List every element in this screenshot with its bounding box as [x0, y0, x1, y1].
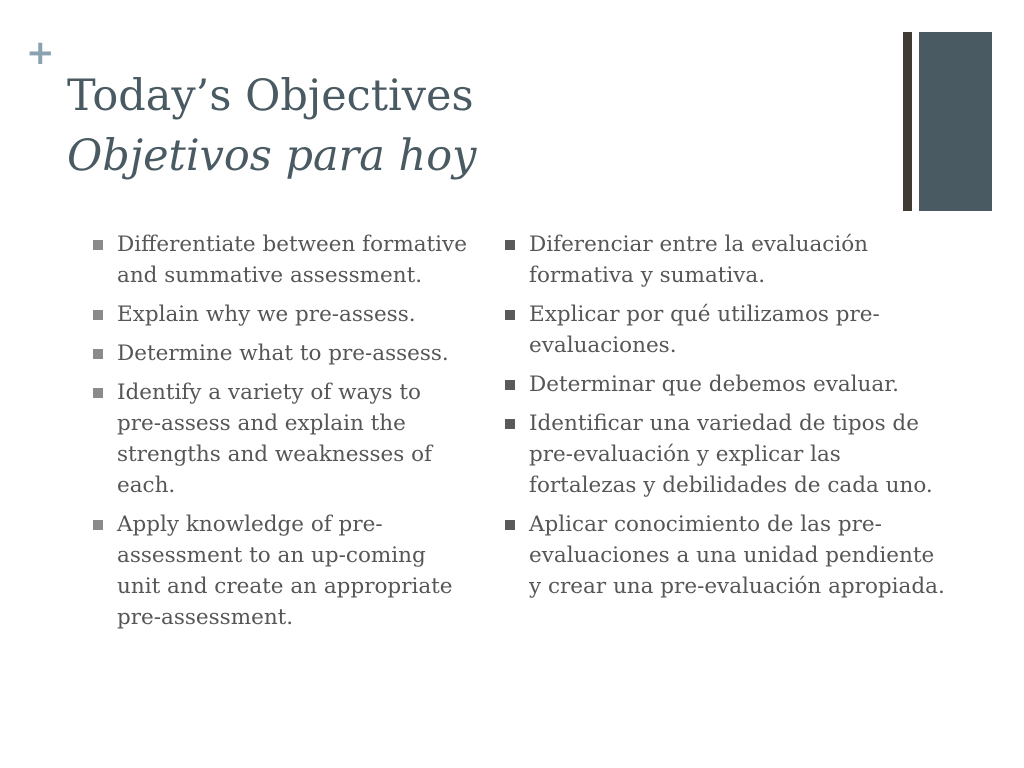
- list-item-text: Explain why we pre-assess.: [117, 302, 416, 327]
- list-item: [93, 299, 468, 330]
- list-item: [93, 229, 468, 291]
- list-item-text: Apply knowledge of pre-assessment to an up-coming unit and create an appropriate pre-assessment.: [117, 512, 453, 630]
- square-bullet-icon: [505, 310, 515, 320]
- list-item-text: Determine what to pre-assess.: [117, 341, 449, 366]
- title-spanish: Objetivos para hoy: [67, 131, 477, 181]
- title-english: Today’s Objectives: [67, 71, 474, 121]
- square-bullet-icon: [505, 419, 515, 429]
- list-item-text: Determinar que debemos evaluar.: [529, 372, 899, 397]
- accent-bar-thick: [919, 32, 992, 211]
- objectives-english: [93, 229, 468, 641]
- list-item: [505, 369, 945, 400]
- plus-mark: +: [26, 33, 55, 73]
- square-bullet-icon: [93, 240, 103, 250]
- square-bullet-icon: [93, 349, 103, 359]
- square-bullet-icon: [505, 520, 515, 530]
- slide-title: [67, 66, 476, 186]
- list-item: [93, 509, 468, 633]
- list-item: [505, 299, 945, 361]
- list-item: [93, 338, 468, 369]
- list-item-text: Explicar por qué utilizamos pre-evaluaciones.: [529, 302, 880, 358]
- list-item-text: Diferenciar entre la evaluación formativa y sumativa.: [529, 232, 869, 288]
- list-item-text: Differentiate between formative and summative assessment.: [117, 232, 467, 288]
- list-item: [505, 408, 945, 501]
- objectives-spanish: [505, 229, 945, 610]
- square-bullet-icon: [505, 380, 515, 390]
- square-bullet-icon: [93, 388, 103, 398]
- list-item: [505, 229, 945, 291]
- list-item-text: Aplicar conocimiento de las pre-evaluaciones a una unidad pendiente y crear una pre-evaluación apropiada.: [529, 512, 945, 599]
- square-bullet-icon: [93, 520, 103, 530]
- list-item: [505, 509, 945, 602]
- list-item: [93, 377, 468, 501]
- square-bullet-icon: [93, 310, 103, 320]
- list-item-text: Identificar una variedad de tipos de pre-evaluación y explicar las fortalezas y debilidades de cada uno.: [529, 411, 933, 498]
- list-item-text: Identify a variety of ways to pre-assess and explain the strengths and weaknesses of each.: [117, 380, 433, 498]
- square-bullet-icon: [505, 240, 515, 250]
- accent-bar-thin: [903, 32, 912, 211]
